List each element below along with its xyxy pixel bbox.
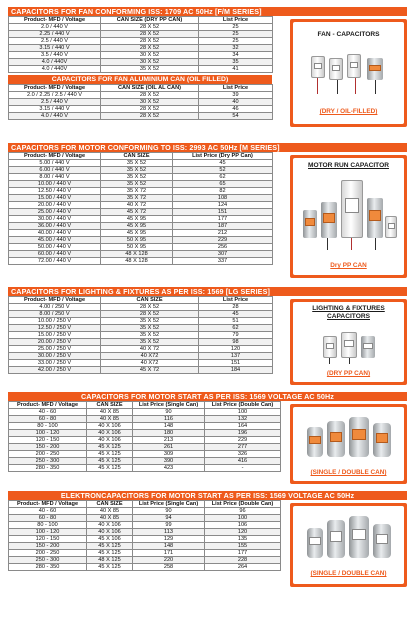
table-row [9, 367, 273, 374]
table-row [9, 113, 273, 120]
table-cell: 45 X 95 [101, 216, 173, 223]
table-row [9, 188, 273, 195]
column-header: List Price (Double Can) [205, 402, 281, 409]
table-cell: 72.00 / 440 V [9, 258, 101, 265]
motor-start-table [8, 401, 281, 472]
table-row [9, 529, 281, 536]
table-cell: 62 [173, 174, 273, 181]
table-cell: 51 [199, 318, 273, 325]
table-cell: 113 [133, 529, 205, 536]
table-cell: 137 [199, 353, 273, 360]
table-cell: 256 [173, 244, 273, 251]
table-row [9, 536, 281, 543]
table-row [9, 244, 273, 251]
table-cell: 4.00 / 250 V [9, 304, 101, 311]
table-cell: 280 - 350 [9, 465, 87, 472]
table-cell: 45 X 72 [101, 209, 173, 216]
table-cell: 35 [199, 59, 273, 66]
table-row [9, 251, 273, 258]
table-cell: 40 X 85 [87, 416, 133, 423]
table-cell: 3.5 / 440 V [9, 52, 101, 59]
table-cell: 40.00 / 440 V [9, 230, 101, 237]
table-cell: 40 X72 [101, 353, 199, 360]
table-cell: 30.00 / 250 V [9, 353, 101, 360]
table-row [9, 209, 273, 216]
column-header: CAN SIZE [101, 297, 199, 304]
table-cell: 250 - 300 [9, 458, 87, 465]
column-header: CAN SIZE (DRY PP CAN) [101, 17, 199, 24]
column-header: Product- MFD / Voltage [9, 501, 87, 508]
motor-start-panel [290, 404, 407, 484]
table-cell: 4.0 / 440V [9, 59, 101, 66]
table-cell: 326 [205, 451, 281, 458]
table-cell: 30 X 52 [101, 59, 199, 66]
table-cell: 5.00 / 440 V [9, 160, 101, 167]
table-cell: 90 [133, 508, 205, 515]
table-cell: 261 [133, 444, 205, 451]
table-row [9, 160, 273, 167]
table-cell: 132 [205, 416, 281, 423]
table-cell: 120 [199, 346, 273, 353]
table-cell: 40 X 72 [101, 202, 173, 209]
table-cell: 98 [199, 339, 273, 346]
table-cell: 229 [173, 237, 273, 244]
table-row [9, 353, 273, 360]
panel-title: LIGHTING & FIXTURES CAPACITORS [312, 305, 385, 320]
column-header: List Price [199, 297, 273, 304]
table-cell: 65 [173, 181, 273, 188]
lighting-table [8, 296, 273, 374]
lighting-panel [290, 299, 407, 385]
panel-caption: Dry PP CAN [330, 262, 367, 269]
table-row [9, 515, 281, 522]
table-row [9, 332, 273, 339]
table-cell: 45 X 95 [101, 223, 173, 230]
table-cell: 108 [173, 195, 273, 202]
table-row [9, 174, 273, 181]
table-row [9, 451, 281, 458]
brand-name: ELEKTRON [60, 491, 102, 500]
table-cell: 40 X 85 [87, 508, 133, 515]
table-cell: 35 X 52 [101, 318, 199, 325]
table-cell: 151 [199, 360, 273, 367]
table-cell: 39 [199, 92, 273, 99]
table-cell: 10.00 / 250 V [9, 318, 101, 325]
table-cell: 30.00 / 440 V [9, 216, 101, 223]
table-cell: 4.0 / 440 V [9, 113, 101, 120]
table-cell: 90 [133, 409, 205, 416]
column-header: List Price (Double Can) [205, 501, 281, 508]
motor-run-section [8, 143, 407, 278]
table-row [9, 325, 273, 332]
fan-ppcan-table [8, 16, 273, 73]
table-cell: 220 [133, 557, 205, 564]
table-cell: 12.50 / 250 V [9, 325, 101, 332]
table-cell: 164 [205, 423, 281, 430]
fan-capacitor-panel [290, 19, 407, 127]
elektron-motor-start-section [8, 491, 407, 587]
table-cell: 40 X 85 [87, 409, 133, 416]
table-cell: 277 [205, 444, 281, 451]
table-cell: 30 X 52 [101, 52, 199, 59]
table-cell: 54 [199, 113, 273, 120]
table-cell: 100 - 120 [9, 529, 87, 536]
table-cell: 40 [199, 99, 273, 106]
table-cell: 35 X 52 [101, 167, 173, 174]
fan-alcan-subheader: CAPACITORS FOR FAN ALUMINIUM CAN (OIL FILLED) [8, 75, 272, 84]
panel-title: MOTOR RUN CAPACITOR [308, 162, 389, 169]
table-row [9, 31, 273, 38]
table-cell: 177 [205, 550, 281, 557]
table-cell: 36.00 / 440 V [9, 223, 101, 230]
table-row [9, 409, 281, 416]
table-cell: 40 X 106 [87, 522, 133, 529]
table-row [9, 550, 281, 557]
table-cell: 40 X 85 [87, 515, 133, 522]
table-row [9, 346, 273, 353]
table-cell: 148 [133, 423, 205, 430]
table-cell: 60 - 80 [9, 515, 87, 522]
table-cell: 15.00 / 250 V [9, 332, 101, 339]
table-cell: 25.00 / 440 V [9, 209, 101, 216]
table-cell: 35 X 52 [101, 339, 199, 346]
table-cell: 8.00 / 250 V [9, 311, 101, 318]
table-row [9, 318, 273, 325]
column-header: Product- MFD / Voltage [9, 85, 101, 92]
table-row [9, 181, 273, 188]
table-cell: 35 X 52 [101, 174, 173, 181]
table-cell: 34 [199, 52, 273, 59]
table-cell: 80 - 100 [9, 522, 87, 529]
table-cell: 45 X 125 [87, 465, 133, 472]
motor-run-table [8, 152, 273, 265]
table-cell: 40 X 106 [87, 423, 133, 430]
column-header: Product- MFD / Voltage [9, 297, 101, 304]
table-row [9, 237, 273, 244]
table-cell: 35 X 72 [101, 188, 173, 195]
table-cell: 45 X 125 [87, 444, 133, 451]
column-header: CAN SIZE [87, 501, 133, 508]
table-cell: 423 [133, 465, 205, 472]
table-row [9, 99, 273, 106]
table-header-row [9, 153, 273, 160]
table-cell: 28 X 52 [101, 45, 199, 52]
table-cell: 150 - 200 [9, 543, 87, 550]
table-cell: 148 [133, 543, 205, 550]
panel-caption: (DRY / OIL-FILLED) [319, 108, 378, 115]
table-row [9, 216, 273, 223]
table-cell: 200 - 250 [9, 550, 87, 557]
column-header: List Price (Single Can) [133, 402, 205, 409]
table-cell: 124 [173, 202, 273, 209]
table-cell: 307 [173, 251, 273, 258]
column-header: Product- MFD / Voltage [9, 153, 101, 160]
table-header-row [9, 85, 273, 92]
table-cell: 20.00 / 440 V [9, 202, 101, 209]
table-cell: 50 X 95 [101, 244, 173, 251]
column-header: CAN SIZE [87, 402, 133, 409]
table-cell: 35 X 52 [101, 181, 173, 188]
table-cell: 33.00 / 250 V [9, 360, 101, 367]
panel-caption: (SINGLE / DOUBLE CAN) [310, 469, 387, 476]
table-cell: 94 [133, 515, 205, 522]
table-cell: 60 - 80 [9, 416, 87, 423]
table-cell: 2.0 / 440 V [9, 24, 101, 31]
column-header: CAN SIZE (OIL AL CAN) [101, 85, 199, 92]
table-cell: 52 [173, 167, 273, 174]
table-cell: 116 [133, 416, 205, 423]
table-row [9, 522, 281, 529]
table-cell: 12.50 / 440 V [9, 188, 101, 195]
table-cell: 25.00 / 250 V [9, 346, 101, 353]
table-cell: 40 X 106 [87, 529, 133, 536]
table-row [9, 416, 281, 423]
table-cell: - [205, 465, 281, 472]
table-cell: 45 [199, 311, 273, 318]
table-cell: 280 - 350 [9, 564, 87, 571]
table-cell: 45 [173, 160, 273, 167]
table-row [9, 195, 273, 202]
table-cell: 337 [173, 258, 273, 265]
table-cell: 180 [133, 430, 205, 437]
table-cell: 8.00 / 440 V [9, 174, 101, 181]
table-row [9, 444, 281, 451]
table-cell: 416 [205, 458, 281, 465]
table-cell: 60.00 / 440 V [9, 251, 101, 258]
table-cell: 15.00 / 440 V [9, 195, 101, 202]
table-cell: 45 X 125 [87, 451, 133, 458]
table-cell: 45 X 72 [101, 367, 199, 374]
table-cell: 40 X 106 [87, 430, 133, 437]
table-row [9, 543, 281, 550]
table-cell: 258 [133, 564, 205, 571]
section-header: CAPACITORS FOR MOTOR CONFORMING TO ISS: 2993 AC 50Hz [M SERIES] [8, 143, 407, 152]
column-header: List Price (Dry PP Can) [173, 153, 273, 160]
table-cell: 35 X 52 [101, 325, 199, 332]
table-cell: 35 X 72 [101, 195, 173, 202]
table-cell: 4.0 / 440V [9, 66, 101, 73]
table-cell: 25 [199, 31, 273, 38]
table-cell: 3.15 / 440 V [9, 45, 101, 52]
table-cell: 28 X 52 [101, 311, 199, 318]
table-cell: 309 [133, 451, 205, 458]
table-cell: 41 [199, 66, 273, 73]
table-cell: 35 X 52 [101, 160, 173, 167]
column-header: Product- MFD / Voltage [9, 402, 87, 409]
table-cell: 62 [199, 325, 273, 332]
table-cell: 2.5 / 440 V [9, 99, 101, 106]
table-cell: 171 [133, 550, 205, 557]
table-cell: 40 - 60 [9, 409, 87, 416]
table-cell: 48 X 128 [101, 251, 173, 258]
table-cell: 3.15 / 440 V [9, 106, 101, 113]
table-cell: 20.00 / 250 V [9, 339, 101, 346]
panel-caption: (SINGLE / DOUBLE CAN) [310, 570, 387, 577]
table-cell: 213 [133, 437, 205, 444]
table-row [9, 59, 273, 66]
elektron-motor-start-table [8, 500, 281, 571]
table-cell: 177 [173, 216, 273, 223]
table-cell: 28 X 52 [101, 304, 199, 311]
table-cell: 32 [199, 45, 273, 52]
table-cell: 229 [205, 437, 281, 444]
table-cell: 120 [205, 529, 281, 536]
table-row [9, 465, 281, 472]
table-cell: 35 X 52 [101, 66, 199, 73]
table-cell: 28 X 52 [101, 31, 199, 38]
panel-title: FAN - CAPACITORS [317, 31, 380, 38]
table-cell: 28 X 52 [101, 106, 199, 113]
table-row [9, 106, 273, 113]
table-cell: 184 [199, 367, 273, 374]
table-row [9, 360, 273, 367]
table-cell: 28 X 52 [101, 113, 199, 120]
table-cell: 151 [173, 209, 273, 216]
table-row [9, 258, 273, 265]
table-header-row [9, 402, 281, 409]
table-cell: 196 [205, 430, 281, 437]
table-cell: 106 [205, 522, 281, 529]
motor-run-panel [290, 155, 407, 278]
table-cell: 45 X 125 [87, 458, 133, 465]
table-cell: 40 X 72 [101, 346, 199, 353]
table-cell: 2.0 / 2.25 / 2.5 / 440 V [9, 92, 101, 99]
table-row [9, 92, 273, 99]
table-cell: 30 X 52 [101, 99, 199, 106]
table-cell: 120 - 150 [9, 536, 87, 543]
table-row [9, 437, 281, 444]
table-cell: 45 X 106 [87, 536, 133, 543]
column-header: List Price (Single Can) [133, 501, 205, 508]
column-header: List Price [199, 85, 273, 92]
table-cell: 45 X 95 [101, 230, 173, 237]
table-row [9, 223, 273, 230]
table-cell: 79 [199, 332, 273, 339]
table-row [9, 304, 273, 311]
elektron-panel [290, 503, 407, 587]
table-header-row [9, 17, 273, 24]
table-row [9, 564, 281, 571]
table-cell: 48 X 125 [87, 557, 133, 564]
table-cell: 96 [205, 508, 281, 515]
fan-alcan-table [8, 84, 273, 120]
table-cell: 2.5 / 440 V [9, 38, 101, 45]
table-cell: 200 - 250 [9, 451, 87, 458]
table-row [9, 230, 273, 237]
table-row [9, 339, 273, 346]
table-cell: 40 X 106 [87, 437, 133, 444]
table-cell: 120 - 150 [9, 437, 87, 444]
table-cell: 150 - 200 [9, 444, 87, 451]
table-cell: 100 [205, 409, 281, 416]
table-cell: 100 - 120 [9, 430, 87, 437]
table-cell: 155 [205, 543, 281, 550]
table-cell: 46 [199, 106, 273, 113]
table-cell: 28 [199, 304, 273, 311]
table-header-row [9, 501, 281, 508]
table-cell: 250 - 300 [9, 557, 87, 564]
table-row [9, 66, 273, 73]
table-cell: 28 X 52 [101, 24, 199, 31]
table-cell: 40 - 60 [9, 508, 87, 515]
table-cell: 82 [173, 188, 273, 195]
table-cell: 28 X 52 [101, 38, 199, 45]
table-cell: 100 [205, 515, 281, 522]
table-row [9, 423, 281, 430]
table-cell: 40 X72 [101, 360, 199, 367]
motor-start-section [8, 392, 407, 484]
table-cell: 45.00 / 440 V [9, 237, 101, 244]
column-header: CAN SIZE [101, 153, 173, 160]
table-cell: 25 [199, 38, 273, 45]
table-cell: 45 X 125 [87, 564, 133, 571]
section-header: CAPACITORS FOR FAN CONFORMING ISS: 1709 AC 50Hz [F/M SERIES] [8, 7, 407, 16]
table-cell: 42.00 / 250 V [9, 367, 101, 374]
table-row [9, 24, 273, 31]
table-cell: 99 [133, 522, 205, 529]
table-cell: 212 [173, 230, 273, 237]
table-cell: 50 X 95 [101, 237, 173, 244]
table-cell: 50.00 / 440 V [9, 244, 101, 251]
section-header [8, 491, 407, 500]
table-cell: 6.00 / 440 V [9, 167, 101, 174]
table-cell: 48 X 128 [101, 258, 173, 265]
table-cell: 129 [133, 536, 205, 543]
table-row [9, 458, 281, 465]
table-row [9, 38, 273, 45]
table-cell: 10.00 / 440 V [9, 181, 101, 188]
table-row [9, 202, 273, 209]
table-row [9, 557, 281, 564]
table-cell: 228 [205, 557, 281, 564]
column-header: Product- MFD / Voltage [9, 17, 101, 24]
table-row [9, 167, 273, 174]
section-header: CAPACITORS FOR MOTOR START AS PER ISS: 1569 VOLTAGE AC 50Hz [8, 392, 407, 401]
table-cell: 135 [205, 536, 281, 543]
table-cell: 187 [173, 223, 273, 230]
table-cell: 390 [133, 458, 205, 465]
table-header-row [9, 297, 273, 304]
table-cell: 35 X 52 [101, 332, 199, 339]
table-row [9, 52, 273, 59]
table-cell: 45 X 125 [87, 550, 133, 557]
table-cell: 25 [199, 24, 273, 31]
lighting-section [8, 287, 407, 385]
section-header-text: CAPACITORS FOR MOTOR START AS PER ISS: 1569 VOLTAGE AC 50Hz [101, 491, 355, 500]
table-row [9, 508, 281, 515]
table-cell: 80 - 100 [9, 423, 87, 430]
section-header: CAPACITORS FOR LIGHTING & FIXTURES AS PER ISS: 1569 [LG SERIES] [8, 287, 407, 296]
table-cell: 45 X 125 [87, 543, 133, 550]
table-row [9, 430, 281, 437]
table-row [9, 45, 273, 52]
table-cell: 2.25 / 440 V [9, 31, 101, 38]
panel-caption: (DRY PP CAN) [326, 370, 371, 377]
fan-capacitor-section [8, 7, 407, 135]
table-cell: 264 [205, 564, 281, 571]
table-row [9, 311, 273, 318]
table-cell: 28 X 52 [101, 92, 199, 99]
column-header: List Price [199, 17, 273, 24]
